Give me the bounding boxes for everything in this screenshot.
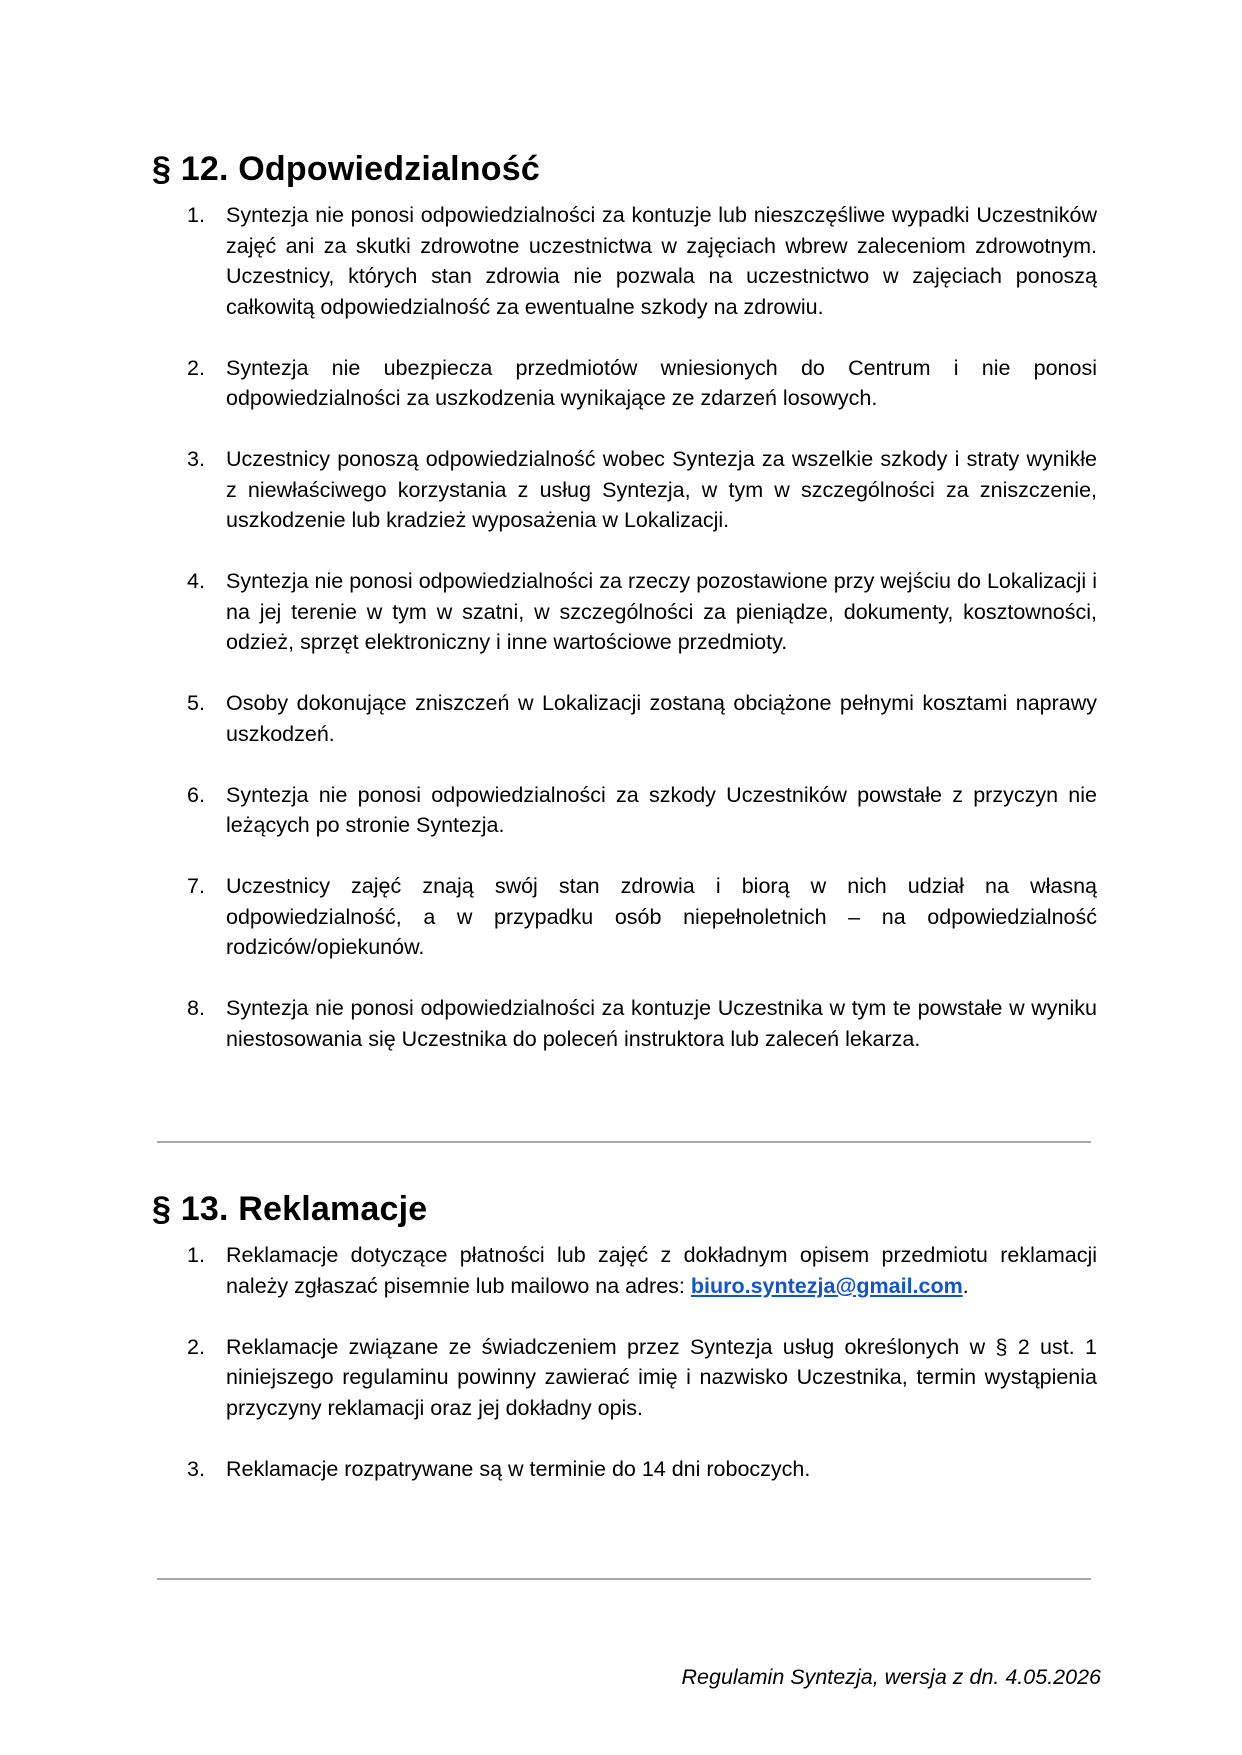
item-text: Syntezja nie ponosi odpowiedzialności za kontuzje lub nieszczęśliwe wypadki Uczestników zajęć ani za skutki zdrowotne uczestnictwa w zajęciach wbrew zaleceniom zdrowotnym. Uczestnicy, których stan zdrowia nie pozwala na uczestnictwo w zajęciach ponoszą całkowitą odpowiedzialność za ewentualne szkody na zdrowiu.	[226, 203, 1097, 319]
item-text: Uczestnicy ponoszą odpowiedzialność wobec Syntezja za wszelkie szkody i straty wynikłe z niewłaściwego korzystania z usług Syntezja, w tym w szczególności za zniszczenie, uszkodzenie lub kradzież wyposażenia w Lokalizacji.	[226, 447, 1097, 532]
section-12-heading: § 12. Odpowiedzialność	[152, 150, 540, 188]
item-text: Reklamacje związane ze świadczeniem przez Syntezja usług określonych w § 2 ust. 1 niniejszego regulaminu powinny zawierać imię i nazwisko Uczestnika, termin wystąpienia przyczyny reklamacji oraz jej dokładny opis.	[226, 1334, 1097, 1420]
item-number: 6.	[187, 782, 205, 807]
item-number: 5.	[187, 691, 205, 715]
item-number: 4.	[187, 569, 205, 593]
item-text: Syntezja nie ubezpiecza przedmiotów wniesionych do Centrum i nie ponosi odpowiedzialności za uszkodzenia wynikające ze zdarzeń losowych.	[226, 355, 1097, 410]
item-text: Syntezja nie ponosi odpowiedzialności za rzeczy pozostawione przy wejściu do Lokalizacji i na jej terenie w tym w szatni, w szczególności za pieniądze, dokumenty, kosztowności, odzież, sprzęt elektroniczny i inne wartościowe przedmioty.	[226, 569, 1097, 654]
list-item	[152, 1332, 1097, 1424]
item-number: 8.	[187, 996, 205, 1020]
item-text: Uczestnicy zajęć znają swój stan zdrowia i biorą w nich udział na własną odpowiedzialność, a w przypadku osób niepełnoletnich – na odpowiedzialność rodziców/opiekunów.	[226, 874, 1097, 959]
item-number: 2.	[187, 1334, 205, 1359]
section-13	[152, 1188, 1097, 1484]
list-item	[152, 200, 1097, 322]
item-text: Osoby dokonujące zniszczeń w Lokalizacji zostaną obciążone pełnymi kosztami naprawy uszkodzeń.	[226, 691, 1097, 746]
item-number: 3.	[187, 1456, 205, 1481]
item-text: Syntezja nie ponosi odpowiedzialności za szkody Uczestników powstałe z przyczyn nie leżących po stronie Syntezja.	[226, 782, 1097, 837]
item-number: 7.	[187, 874, 205, 898]
item-text-punctuation: .	[962, 1273, 969, 1298]
section-12-list	[152, 200, 1097, 1054]
item-number: 1.	[187, 203, 205, 227]
item-number: 2.	[187, 355, 205, 380]
list-item	[152, 780, 1097, 841]
item-text	[226, 1240, 1097, 1301]
email-link[interactable]: biuro.syntezja@gmail.com	[690, 1273, 963, 1298]
list-item	[152, 688, 1097, 749]
list-item	[152, 353, 1097, 414]
list-item	[152, 1240, 1097, 1301]
list-item	[152, 444, 1097, 536]
item-number: 3.	[187, 447, 205, 471]
item-text-body: Reklamacje dotyczące płatności lub zajęć z dokładnym opisem przedmiotu reklamacji należy zgłaszać pisemnie lub mailowo na adres:	[226, 1243, 1097, 1298]
section-13-list	[152, 1240, 1097, 1484]
horizontal-divider	[157, 1578, 1091, 1580]
list-item	[152, 993, 1097, 1054]
list-item	[152, 871, 1097, 963]
section-12	[152, 148, 1097, 1054]
item-text: Syntezja nie ponosi odpowiedzialności za kontuzje Uczestnika w tym te powstałe w wyniku niestosowania się Uczestnika do poleceń instruktora lub zaleceń lekarza.	[226, 996, 1097, 1051]
document-footer: Regulamin Syntezja, wersja z dn. 4.05.2026	[681, 1665, 1101, 1689]
item-number: 1.	[187, 1243, 205, 1267]
horizontal-divider	[157, 1141, 1091, 1143]
list-item	[152, 566, 1097, 658]
list-item	[152, 1454, 1097, 1485]
item-text: Reklamacje rozpatrywane są w terminie do 14 dni roboczych.	[226, 1456, 811, 1481]
section-13-heading: § 13. Reklamacje	[152, 1190, 428, 1228]
